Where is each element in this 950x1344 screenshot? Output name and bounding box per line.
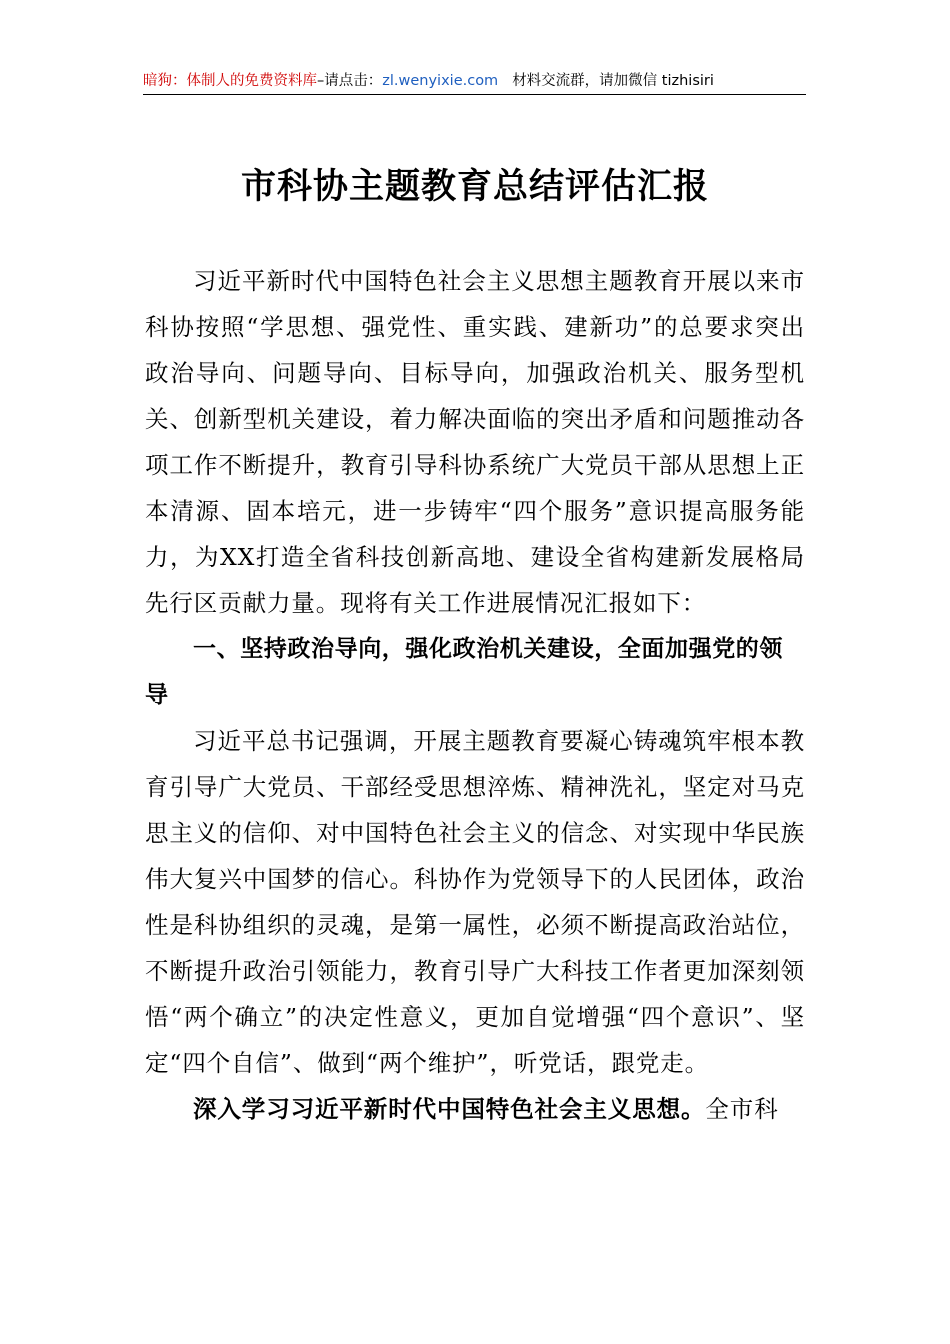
document-body <box>145 258 805 1132</box>
lead-bold-text: 深入学习习近平新时代中国特色社会主义思想。 <box>193 1095 706 1123</box>
header-prompt: –请点击： <box>317 73 383 89</box>
section-1-lead-paragraph <box>145 1086 805 1132</box>
lead-rest-text: 全市科 <box>705 1095 779 1123</box>
document-title: 市科协主题教育总结评估汇报 <box>240 166 709 207</box>
header-group-note: 材料交流群，请加微信 tizhisiri <box>512 73 714 89</box>
section-1-paragraph: 习近平总书记强调，开展主题教育要凝心铸魂筑牢根本教育引导广大党员、干部经受思想淬炼、精神洗礼，坚定对马克思主义的信仰、对中国特色社会主义的信念、对实现中华民族伟大复兴中国梦的信心。科协作为党领导下的人民团体，政治性是科协组织的灵魂，是第一属性，必须不断提高政治站位，不断提升政治引领能力，教育引导广大科技工作者更加深刻领悟“两个确立”的决定性意义，更加自觉增强“四个意识”、坚定“四个自信”、做到“两个维护”，听党话，跟党走。 <box>145 727 805 1077</box>
header-brand: 暗狗：体制人的免费资料库 <box>143 73 317 89</box>
header-link[interactable]: zl.wenyixie.com <box>382 73 499 89</box>
section-1-heading: 一、坚持政治导向，强化政治机关建设，全面加强党的领导 <box>145 636 783 708</box>
intro-paragraph: 习近平新时代中国特色社会主义思想主题教育开展以来市科协按照“学思想、强党性、重实践、建新功”的总要求突出政治导向、问题导向、目标导向，加强政治机关、服务型机关、创新型机关建设，着力解决面临的突出矛盾和问题推动各项工作不断提升，教育引导科协系统广大党员干部从思想上正本清源、固本培元，进一步铸牢“四个服务”意识提高服务能力，为XX打造全省科技创新高地、建设全省构建新发展格局先行区贡献力量。现将有关工作进展情况汇报如下： <box>145 267 805 617</box>
page-header <box>143 70 806 95</box>
